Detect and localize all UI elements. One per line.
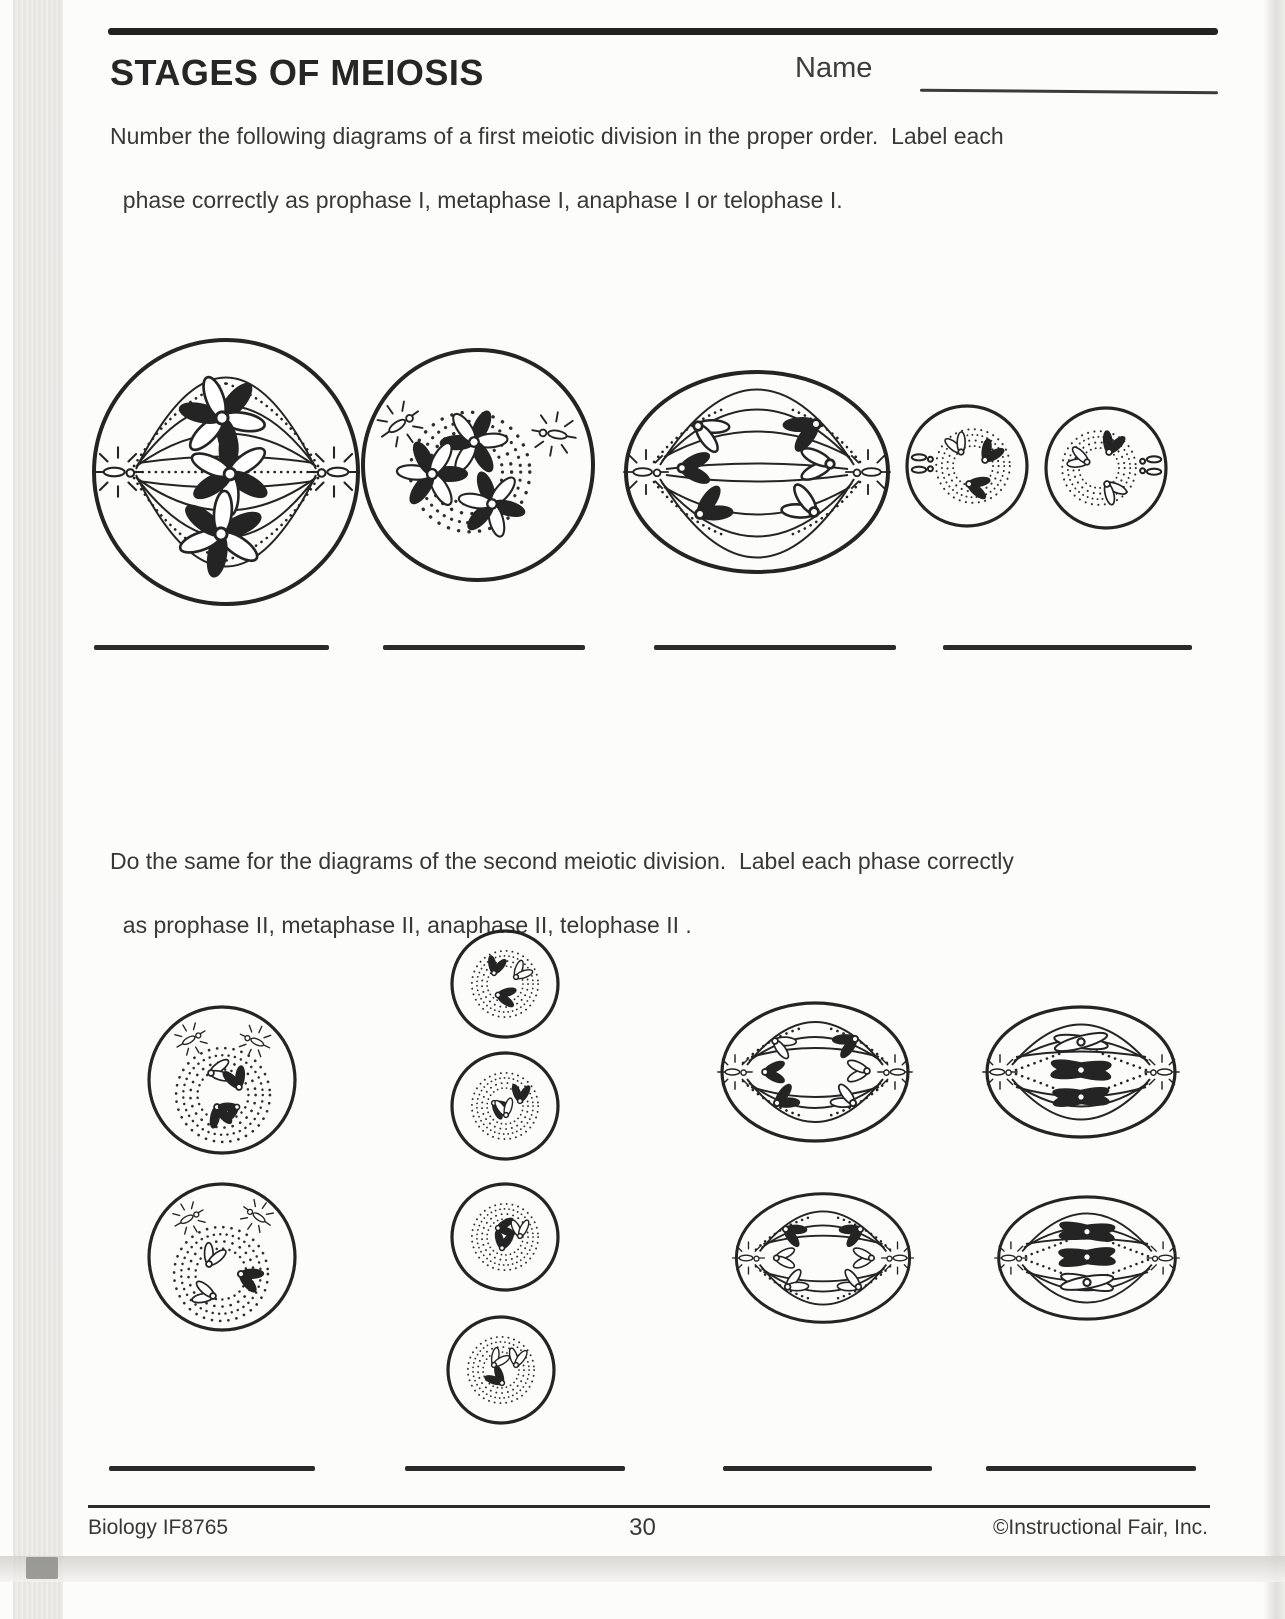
answer-line-3[interactable] bbox=[654, 645, 896, 650]
spindle-pole bbox=[309, 447, 358, 496]
centriole-pair bbox=[912, 454, 933, 472]
cell-diagram-metaphase-2-bottom bbox=[994, 1190, 1180, 1326]
answer-line-2[interactable] bbox=[383, 645, 585, 650]
cell-diagram-telophase-1-left bbox=[903, 402, 1031, 530]
cell-diagram-metaphase-2-top bbox=[982, 1002, 1180, 1142]
chromosome bbox=[678, 449, 712, 486]
cell-diagram-telophase-2-cell3 bbox=[448, 1180, 562, 1294]
answer-line-6[interactable] bbox=[405, 1466, 625, 1471]
cell-diagram-telophase-2-cell2 bbox=[448, 1049, 562, 1163]
top-rule bbox=[108, 28, 1218, 35]
chromosome bbox=[507, 957, 536, 986]
instructions-line: Number the following diagrams of a first meiotic division in the proper order. Label each bbox=[110, 123, 1004, 149]
spindle-pole bbox=[983, 1055, 1017, 1089]
centriole-pair bbox=[1140, 456, 1161, 474]
cell-diagram-metaphase-1 bbox=[90, 336, 362, 608]
chromosome bbox=[774, 1246, 796, 1270]
spindle-pole bbox=[878, 1055, 912, 1089]
chromosome bbox=[1057, 1244, 1116, 1270]
cell-diagram-prophase-2-top bbox=[145, 1003, 299, 1157]
cell-diagram-prophase-2-bottom bbox=[145, 1180, 299, 1334]
chromosome bbox=[846, 1058, 870, 1084]
spindle-pole bbox=[846, 450, 890, 494]
chromosome bbox=[963, 471, 993, 503]
footer-page-number: 30 bbox=[629, 1514, 656, 1541]
chromosome bbox=[493, 983, 518, 1009]
answer-line-1[interactable] bbox=[94, 645, 329, 650]
chromosome bbox=[777, 1216, 810, 1250]
cell-diagram-anaphase-2-top bbox=[717, 999, 913, 1145]
spindle-pole bbox=[718, 1055, 752, 1089]
chromosome bbox=[1095, 473, 1130, 508]
instructions-line: as prophase II, metaphase II, anaphase II, telophase II . bbox=[122, 912, 692, 938]
spindle-pole bbox=[624, 450, 668, 494]
chromosome bbox=[762, 1059, 786, 1085]
spindle-pole bbox=[732, 1242, 764, 1274]
name-label: Name bbox=[795, 52, 873, 84]
chromosome bbox=[852, 1246, 874, 1270]
cell-diagram-prophase-1 bbox=[358, 346, 598, 586]
chromosome bbox=[1096, 428, 1129, 459]
scan-smudge bbox=[26, 1557, 58, 1579]
name-blank-line[interactable] bbox=[920, 89, 1218, 95]
spindle-pole bbox=[93, 447, 142, 496]
footer-publisher: ©Instructional Fair, Inc. bbox=[992, 1516, 1208, 1539]
cell-diagram-telophase-1-right bbox=[1041, 404, 1171, 532]
binding-edge-texture bbox=[13, 0, 63, 1619]
cell-diagram-telophase-2-cell1 bbox=[448, 927, 562, 1041]
footer-rule bbox=[88, 1505, 1210, 1508]
page-title: STAGES OF MEIOSIS bbox=[110, 52, 484, 93]
chromosome bbox=[232, 1260, 267, 1296]
answer-line-5[interactable] bbox=[109, 1466, 315, 1471]
spindle-pole bbox=[995, 1242, 1027, 1274]
chromosome bbox=[973, 435, 1008, 470]
centriole-aster bbox=[235, 1194, 280, 1239]
spindle-pole bbox=[882, 1242, 914, 1274]
chromosome bbox=[941, 429, 973, 460]
chromosome bbox=[766, 1028, 799, 1062]
spindle-pole bbox=[1145, 1055, 1179, 1089]
chromosome bbox=[836, 1216, 869, 1250]
centriole-aster bbox=[528, 408, 579, 459]
chromosome bbox=[196, 1239, 230, 1272]
instructions-line: phase correctly as prophase I, metaphase I, anaphase I or telophase I. bbox=[122, 187, 843, 213]
answer-line-7[interactable] bbox=[723, 1466, 932, 1471]
instructions-line: Do the same for the diagrams of the second meiotic division. Label each phase correctly bbox=[110, 848, 1014, 874]
spindle-pole bbox=[1147, 1242, 1179, 1274]
cell-diagram-anaphase-1 bbox=[622, 366, 892, 578]
cell-diagram-telophase-2-cell4 bbox=[444, 1313, 558, 1427]
cell-diagram-anaphase-2-bottom bbox=[729, 1190, 917, 1326]
footer-book-id: Biology IF8765 bbox=[88, 1516, 229, 1539]
answer-line-8[interactable] bbox=[986, 1466, 1196, 1471]
right-scan-edge bbox=[1263, 0, 1285, 1619]
answer-line-4[interactable] bbox=[943, 645, 1192, 650]
instructions-first-division bbox=[110, 120, 1220, 216]
instructions-second-division bbox=[110, 845, 1230, 941]
bottom-scan-band bbox=[0, 1556, 1285, 1582]
chromosome bbox=[1050, 1056, 1113, 1084]
